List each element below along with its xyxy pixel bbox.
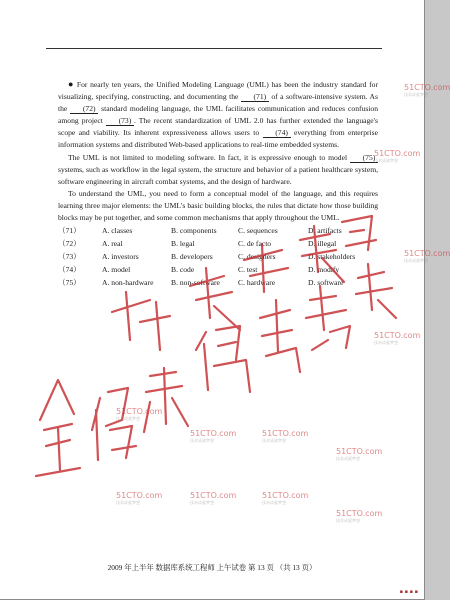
option-a: A. investors [102, 251, 139, 261]
option-a: A. model [102, 264, 131, 274]
option-d: D. software [308, 277, 344, 287]
brand-stamp: 51CTO.com 技术成就梦想 [404, 83, 450, 97]
option-c: C. test [238, 264, 258, 274]
option-c: C. sequences [238, 226, 278, 236]
brand-stamp: 51CTO.com 技术成就梦想 [116, 407, 163, 421]
brand-stamp: 51CTO.com 技术成就梦想 [336, 447, 383, 461]
blank-72: (72) [70, 104, 98, 114]
p3-text: To understand the UML, you need to form a conceptual model of the language, and this requires learning three major elements: the UML's basic building blocks, the rules that dictate how those building blocks may be put together, and some common mechanisms that apply throughout the UML. [58, 188, 378, 223]
option-b: B. developers [171, 251, 213, 261]
option-d: D. artifacts [308, 226, 342, 236]
option-c: C. de facto [238, 239, 272, 249]
question-number: （75） [58, 277, 81, 287]
brand-stamp: 51CTO.com 技术成就梦想 [404, 249, 450, 263]
brand-stamp: 51CTO.com 技术成就梦想 [190, 491, 237, 505]
brand-stamp: 51CTO.com 技术成就梦想 [262, 429, 309, 443]
p1-text-d: . The recent standardization of UML 2.0 has further extended the language's scope and viability. Its inherent expressiveness allows users to [58, 116, 378, 138]
brand-stamp: 51CTO.com 技术成就梦想 [262, 491, 309, 505]
question-number: （73） [58, 251, 81, 261]
option-a: A. real [102, 239, 123, 249]
blank-75: (75) [350, 153, 378, 163]
question-number: （74） [58, 264, 81, 274]
brand-stamp: 51CTO.com 技术成就梦想 [116, 491, 163, 505]
blank-73: (73) [106, 116, 134, 126]
question-number: （72） [58, 239, 81, 249]
corner-mark: ▪ ▪ ▪ ▪ [399, 589, 418, 595]
brand-stamp: 51CTO.com 技术成就梦想 [190, 429, 237, 443]
option-a: A. classes [102, 226, 133, 236]
p1-text-b: of a software-intensive system. As the [58, 92, 378, 114]
p1-text-a: For nearly ten years, the Unified Modeling Language (UML) has been the industry standard for visualizing, specifying, constructing, and documenting the [58, 80, 378, 102]
option-d: D. stakeholders [308, 251, 356, 261]
option-c: C. designers [238, 251, 276, 261]
p1-text-e: everything from enterprise information systems and distributed Web-based applications to real-time embedded systems. [58, 128, 378, 150]
option-b: B. non-software [171, 277, 220, 287]
option-c: C. hardware [238, 277, 276, 287]
brand-stamp: 51CTO.com 技术成就梦想 [374, 149, 421, 163]
p2-text-b: systems, such as workflow in the legal system, the structure and behavior of a patient healthcare system, software engineering in aircraft combat systems, and the design of hardware. [58, 164, 378, 186]
blank-71: (71) [241, 92, 269, 102]
p2-text-a: The UML is not limited to modeling software. In fact, it is expressive enough to model [68, 152, 348, 162]
option-b: B. legal [171, 239, 195, 249]
option-d: D. illegal [308, 239, 337, 249]
blank-74: (74) [263, 128, 291, 138]
option-d: D. modify [308, 264, 340, 274]
option-b: B. components [171, 226, 217, 236]
bullet-icon: ● [68, 79, 75, 89]
question-number: （71） [58, 226, 81, 236]
page-footer: 2009 年上半年 数据库系统工程师 上午试卷 第 13 页 （共 13 页） [107, 563, 317, 572]
option-b: B. code [171, 264, 195, 274]
option-a: A. non-hardware [102, 277, 154, 287]
brand-stamp: 51CTO.com 技术成就梦想 [336, 509, 383, 523]
p1-text-c: standard modeling language, the UML facilitates communication and reduces confusion among project [58, 104, 378, 126]
brand-stamp: 51CTO.com 技术成就梦想 [374, 331, 421, 345]
